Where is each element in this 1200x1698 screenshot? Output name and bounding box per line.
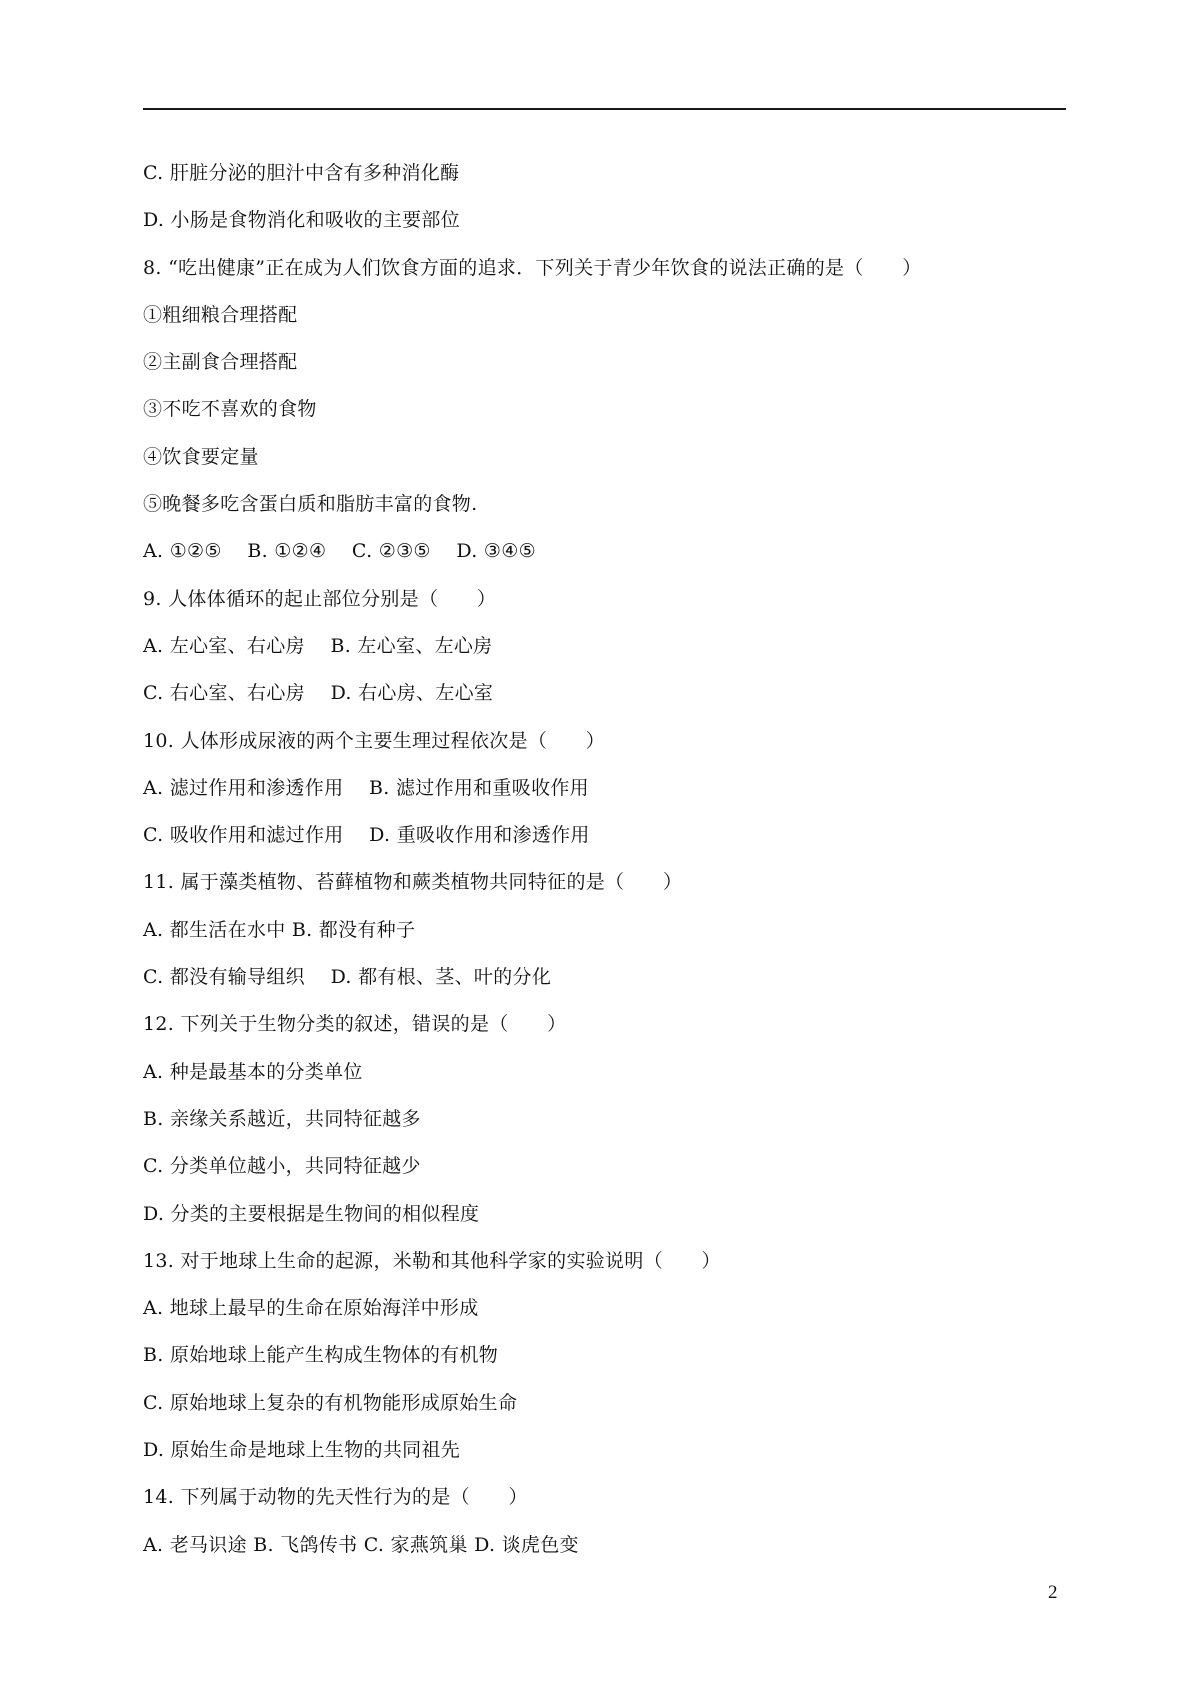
question-12-stem: 12. 下列关于生物分类的叙述，错误的是（ ）: [143, 1013, 567, 1036]
question-13-stem: 13. 对于地球上生命的起源，米勒和其他科学家的实验说明（ ）: [143, 1249, 721, 1272]
question-10-stem: 10. 人体形成尿液的两个主要生理过程依次是（ ）: [143, 729, 606, 752]
question-14-stem: 14. 下列属于动物的先天性行为的是（ ）: [143, 1486, 528, 1509]
question-9-stem: 9. 人体体循环的起止部位分别是（ ）: [143, 587, 497, 610]
header-rule: [143, 108, 1066, 110]
answer-option: B. 亲缘关系越近，共同特征越多: [143, 1107, 421, 1130]
answer-options: C. 右心室、右心房 D. 右心房、左心室: [143, 682, 494, 705]
text-line: ②主副食合理搭配: [143, 351, 298, 374]
answer-options: A. 老马识途 B. 飞鸽传书 C. 家燕筑巢 D. 谈虎色变: [143, 1533, 579, 1556]
answer-option: A. 地球上最早的生命在原始海洋中形成: [143, 1297, 479, 1320]
answer-options: A. 都生活在水中 B. 都没有种子: [143, 918, 416, 941]
answer-option: C. 分类单位越小，共同特征越少: [143, 1155, 421, 1178]
answer-option: A. 种是最基本的分类单位: [143, 1060, 363, 1083]
answer-options: A. 左心室、右心房 B. 左心室、左心房: [143, 634, 493, 657]
answer-options: C. 都没有输导组织 D. 都有根、茎、叶的分化: [143, 966, 552, 989]
text-line: ⑤晚餐多吃含蛋白质和脂肪丰富的食物.: [143, 493, 478, 516]
text-line: C. 肝脏分泌的胆汁中含有多种消化酶: [143, 162, 460, 184]
question-8-stem: 8. “吃出健康”正在成为人们饮食方面的追求．下列关于青少年饮食的说法正确的是（ ）: [143, 256, 922, 279]
text-line: ④饮食要定量: [143, 445, 259, 468]
question-11-stem: 11. 属于藻类植物、苔藓植物和蕨类植物共同特征的是（ ）: [143, 871, 683, 894]
answer-option: D. 分类的主要根据是生物间的相似程度: [143, 1202, 480, 1225]
answer-options: C. 吸收作用和滤过作用 D. 重吸收作用和渗透作用: [143, 824, 590, 847]
page-number: 2: [1048, 1582, 1058, 1603]
answer-option: D. 原始生命是地球上生物的共同祖先: [143, 1439, 461, 1462]
document-body: [143, 150, 1066, 1569]
answer-option: C. 原始地球上复杂的有机物能形成原始生命: [143, 1391, 518, 1414]
answer-option: B. 原始地球上能产生构成生物体的有机物: [143, 1344, 499, 1367]
answer-options: A. 滤过作用和渗透作用 B. 滤过作用和重吸收作用: [143, 776, 589, 799]
text-line: D. 小肠是食物消化和吸收的主要部位: [143, 209, 461, 232]
answer-options: A. ①②⑤ B. ①②④ C. ②③⑤ D. ③④⑤: [143, 540, 536, 563]
text-line: ③不吃不喜欢的食物: [143, 398, 317, 421]
text-line: ①粗细粮合理搭配: [143, 303, 298, 326]
